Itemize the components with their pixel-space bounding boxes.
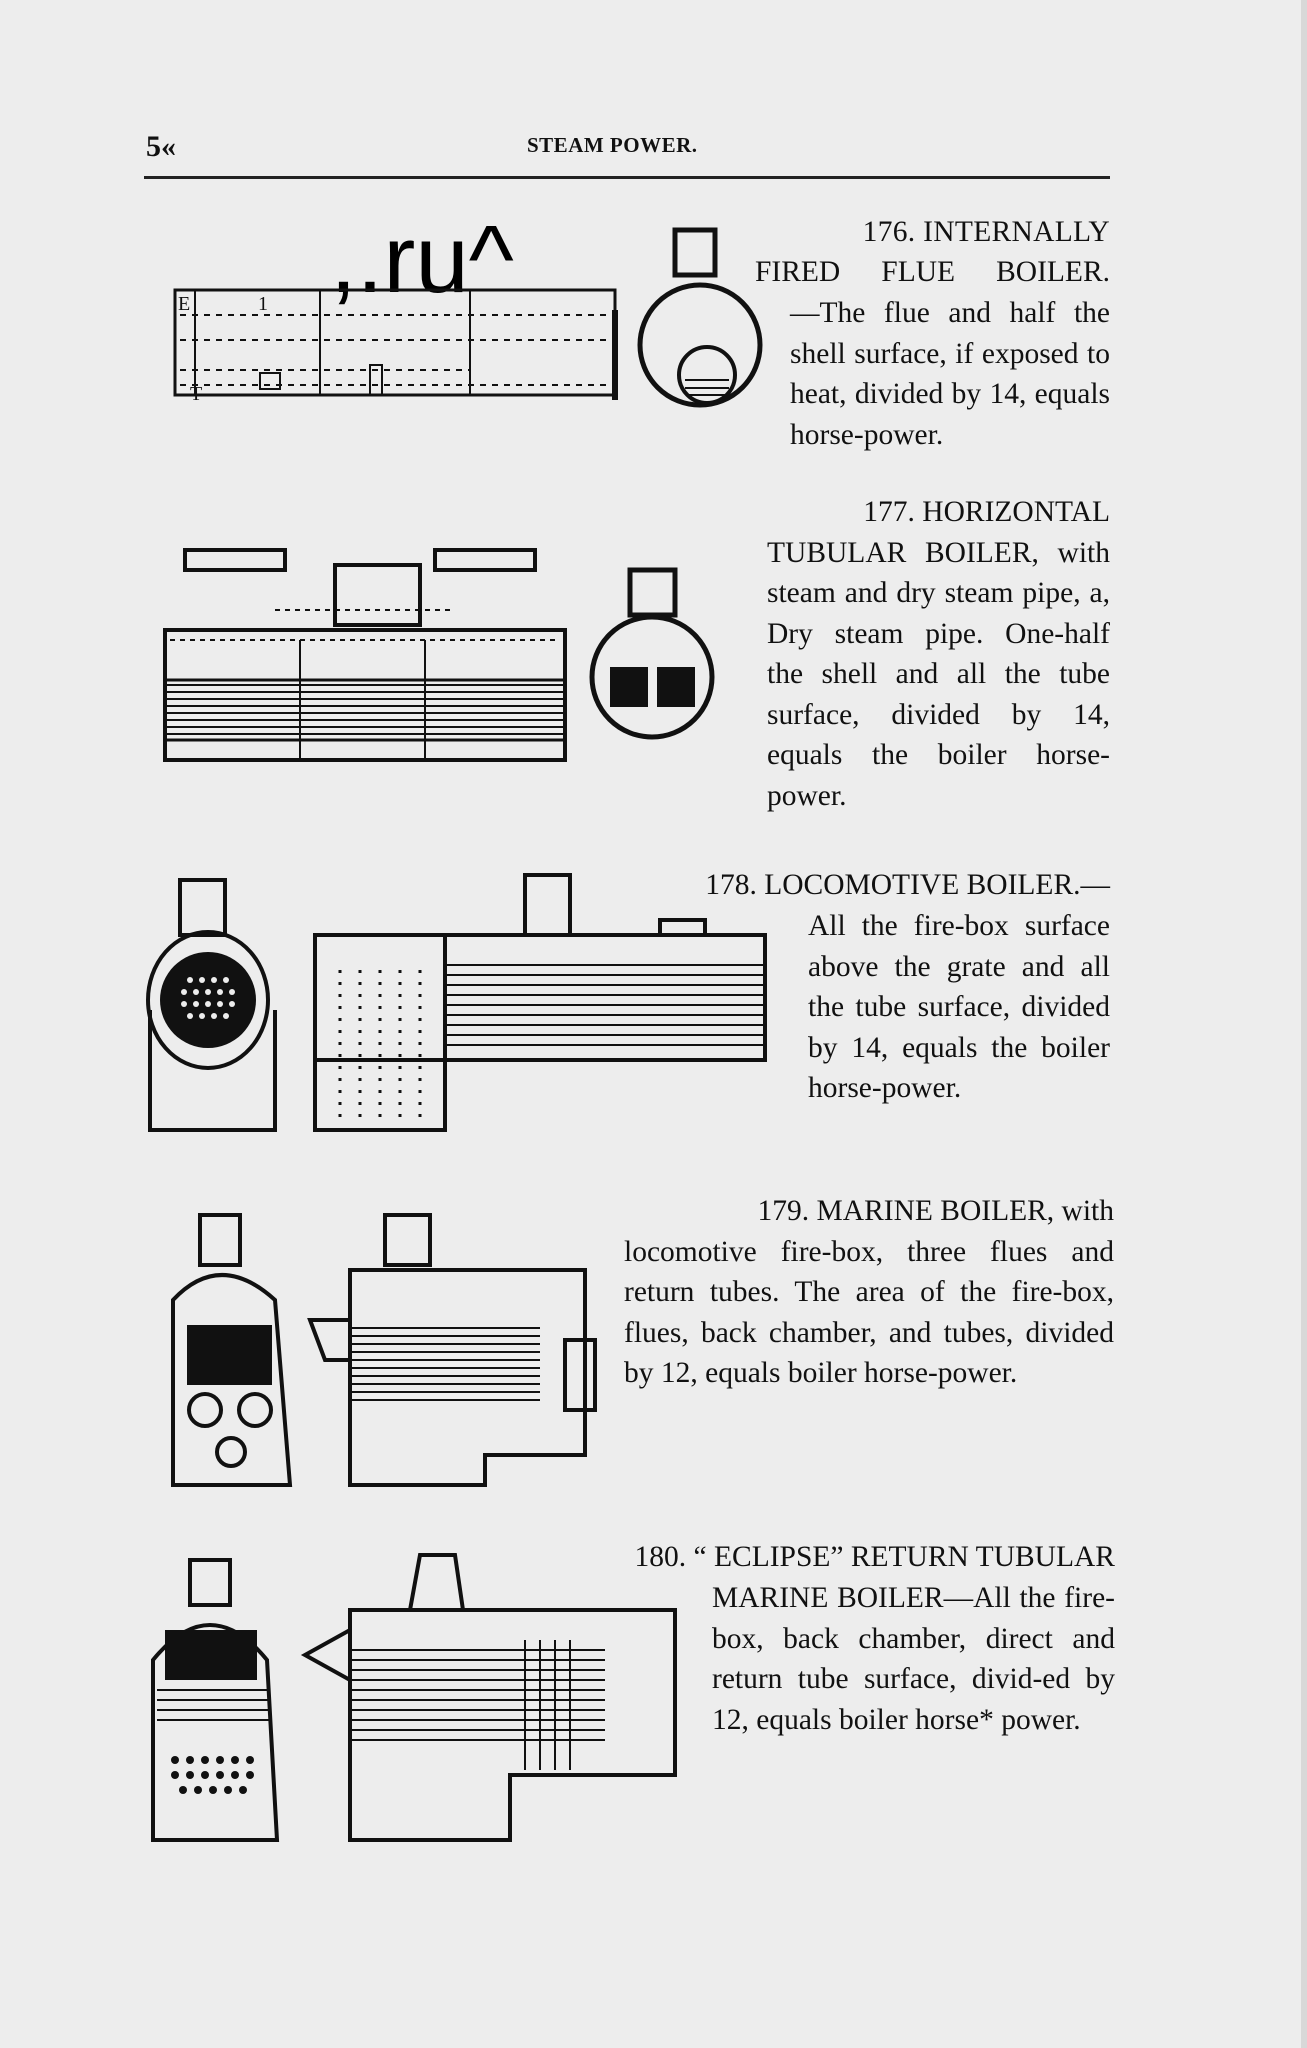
section-176-body-wrap [790, 293, 1110, 455]
section-178-heading: 178. LOCOMOTIVE BOILER.— [705, 869, 1110, 901]
section-179-heading: 179. MARINE BOILER, with [757, 1195, 1114, 1227]
figure-177-horizontal-tubular-boiler [155, 525, 725, 770]
page-edge [1301, 0, 1307, 2048]
section-180-body-wrap [712, 1578, 1115, 1740]
figure-179-marine-boiler [165, 1210, 595, 1490]
section-178-body-wrap [808, 906, 1110, 1109]
figure-180-eclipse-marine-boiler [145, 1550, 685, 1850]
section-177 [767, 492, 1110, 816]
figure-178-locomotive-boiler [140, 870, 780, 1135]
ocr-artifact: ,.ru^ [330, 206, 514, 313]
section-177-heading: 177. HORIZONTAL [863, 496, 1110, 528]
section-178 [620, 865, 1110, 906]
fig176-label-t: T [190, 383, 203, 405]
page-number: 5« [146, 130, 176, 163]
section-179-body: locomotive fire-box, three flues and return tubes. The area of the fire-box, flues, back chamber, and tubes, divided by 12, equals boiler horse-power. [624, 1235, 1114, 1389]
section-176-line2 [755, 252, 1110, 293]
section-176-subheading: FIRED FLUE BOILER. [755, 256, 1110, 288]
section-177-body: TUBULAR BOILER, with steam and dry steam pipe, a, Dry steam pipe. One-half the shell and all the tube surface, divided by 14, equals the boiler horse-power. [767, 536, 1110, 812]
section-180-body: MARINE BOILER—All the fire-box, back chamber, direct and return tube surface, divid-ed by 12, equals boiler horse* power. [712, 1582, 1115, 1736]
section-180 [510, 1537, 1115, 1578]
fig176-label-one: 1 [258, 293, 268, 315]
fig176-label-e: E [178, 293, 191, 315]
running-title: STEAM POWER. [527, 133, 698, 157]
section-176 [755, 212, 1110, 253]
section-179 [624, 1191, 1114, 1394]
figure-176-flue-boiler [170, 225, 730, 435]
section-176-heading: 176. INTERNALLY [862, 216, 1110, 248]
header-rule [144, 176, 1110, 179]
section-176-body: —The flue and half the shell surface, if exposed to heat, divided by 14, equals horse-power. [790, 297, 1110, 451]
section-178-body: All the fire-box surface above the grate and all the tube surface, divided by 14, equals the boiler horse-power. [808, 910, 1110, 1104]
section-180-heading: 180. “ ECLIPSE” RETURN TUBULAR [634, 1541, 1115, 1573]
